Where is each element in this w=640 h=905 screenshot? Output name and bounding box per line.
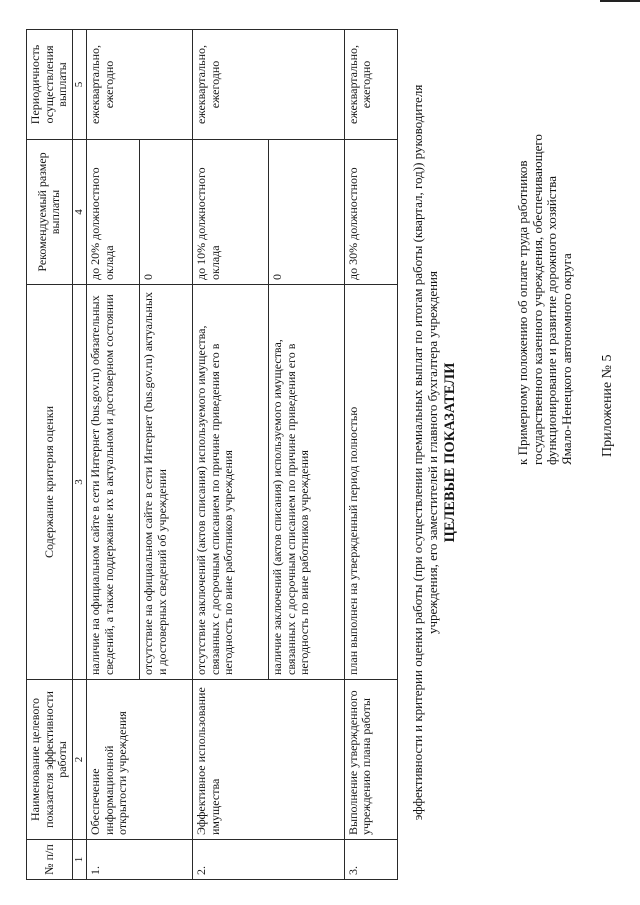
reference-line: к Примерному положению об оплате труда работников (515, 160, 530, 465)
criterion-text: план выполнен на утвержденный период полностью (344, 285, 397, 680)
row-number: 3. (344, 840, 397, 880)
document-subtitle: эффективности и критерии оценки работы (при осуществлении премиальных выплат по итогам работы (квартал, год)) руководителя учреждения, его заместителей и главного бухгалтера учреждения (410, 84, 440, 821)
criterion-text: отсутствие заключений (актов списания) используемого имущества, связанных с досрочным списанием по причине приведения его в негодность по вине работников учреждения (193, 285, 269, 680)
row-indicator: Обеспечение информационной открытости учреждения (87, 680, 193, 840)
criterion-text: наличие на официальном сайте в сети Интернет (bus.gov.ru) обязательных сведений, а также поддержание их в актуальном и достоверном состоянии (87, 285, 140, 680)
criterion-amount: до 30% должностного (344, 140, 397, 285)
header-amount: Рекомендуемый размер выплаты (27, 140, 73, 285)
indicators-table (26, 30, 398, 880)
reference-line: функционирование и развитие дорожного хозяйства (544, 176, 559, 465)
document-title: ЦЕЛЕВЫЕ ПОКАЗАТЕЛИ (442, 362, 458, 543)
criterion-amount: до 10% должностного оклада (193, 140, 269, 285)
row-number: 2. (193, 840, 344, 880)
column-numbers-row (72, 30, 87, 880)
header-periodicity: Периодичность осуществления выплаты (27, 30, 73, 140)
criterion-amount: 0 (269, 140, 345, 285)
criterion-text: отсутствие на официальном сайте в сети Интернет (bus.gov.ru) актуальных и достоверных сведений об учреждении (140, 285, 193, 680)
appendix-number: Приложение № 5 (600, 354, 615, 457)
criterion-amount: до 20% должностного оклада (87, 140, 140, 285)
reference-line: Ямало-Ненецкого автономного округа (558, 253, 574, 465)
table-row (193, 30, 269, 880)
column-number: 5 (72, 30, 87, 140)
column-number: 2 (72, 680, 87, 840)
appendix-reference (516, 25, 574, 465)
row-periodicity: ежеквартально, ежегодно (87, 30, 193, 140)
row-number: 1. (87, 840, 193, 880)
row-indicator: Выполнение утвержденного учреждению плана работы (344, 680, 397, 840)
table-row (344, 30, 397, 880)
table-row (87, 30, 140, 880)
row-indicator: Эффективное использование имущества (193, 680, 344, 840)
reference-line: государственного казенного учреждения, обеспечивающего (529, 134, 545, 465)
criterion-amount: 0 (140, 140, 193, 285)
column-number: 3 (72, 285, 87, 680)
column-number: 4 (72, 140, 87, 285)
header-number: № п/п (27, 840, 73, 880)
header-criteria: Содержание критерия оценки (27, 285, 73, 680)
table-header-row (27, 30, 73, 880)
row-periodicity: ежеквартально, ежегодно (344, 30, 397, 140)
criterion-text: наличие заключений (актов списания) используемого имущества, связанных с досрочным списанием по причине приведения его в негодность по вине работников учреждения (269, 285, 345, 680)
row-periodicity: ежеквартально, ежегодно (193, 30, 344, 140)
header-indicator: Наименование целевого показателя эффективности работы (27, 680, 73, 840)
column-number: 1 (72, 840, 87, 880)
